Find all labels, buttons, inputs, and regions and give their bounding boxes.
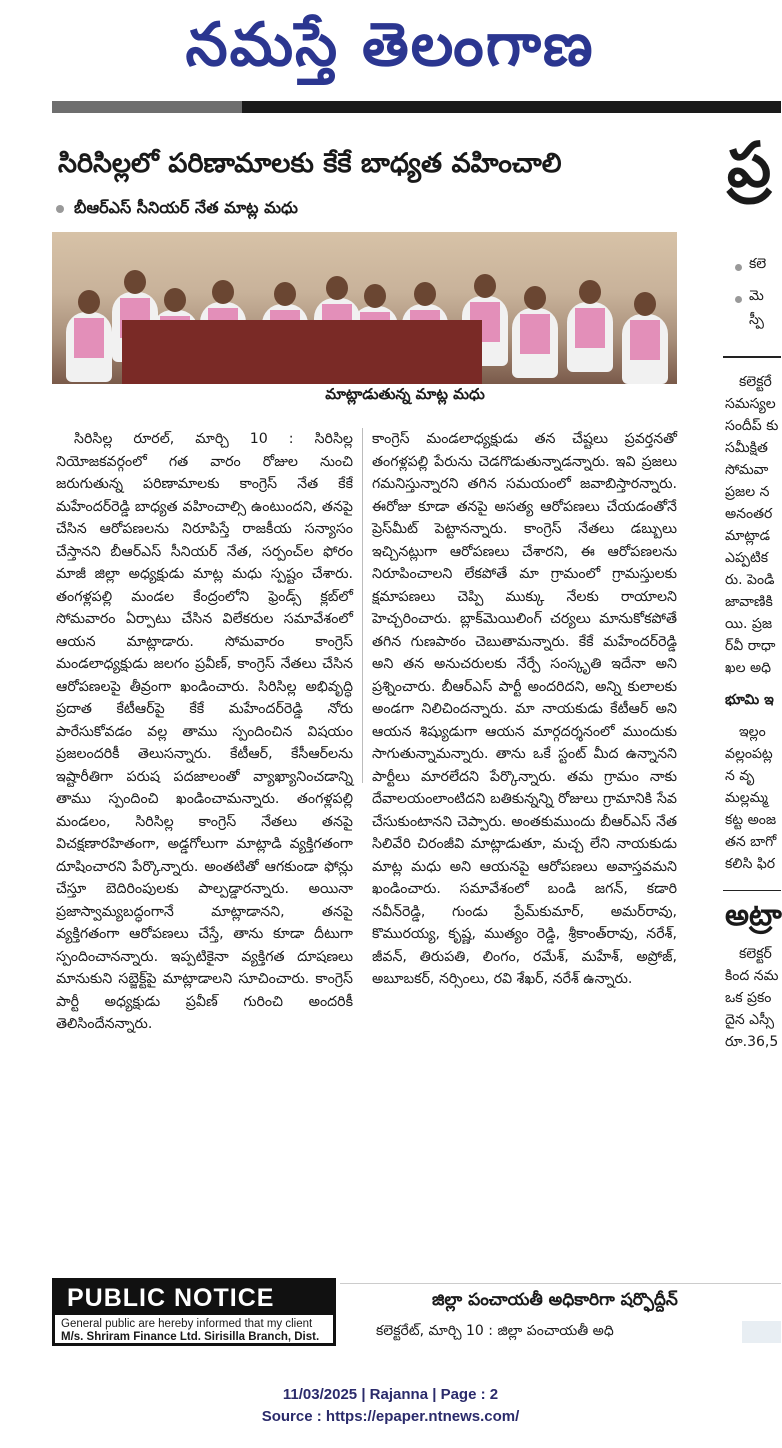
article-column-1 (56, 428, 353, 1032)
footer-source-link[interactable]: Source : https://epaper.ntnews.com/ (261, 1408, 520, 1425)
adjacent-text-line: ఇల్లం (739, 724, 766, 740)
adjacent-text-line: దైన ఎస్సీ (725, 1012, 775, 1028)
photo-person (512, 308, 558, 378)
adjacent-text-line: న వృ (725, 768, 755, 784)
public-notice-text (61, 1318, 331, 1344)
adjacent-text-line: ఒక ప్రకం (725, 990, 772, 1006)
adjacent-text-line: సందీప్ కు (725, 418, 779, 434)
photo-person (622, 314, 668, 384)
notice-line: General public are hereby informed that my client (61, 1318, 313, 1330)
article-text: సిరిసిల్ల రూరల్, మార్చి 10 : సిరిసిల్ల నియోజకవర్గంలో గత వారం రోజుల నుంచి జరుగుతున్న పరిణామాలకు కాంగ్రెస్ నేత కేకే మహేందర్‌రెడ్డి బాధ్యత వహించాల్సి ఉంటుందని, తనపై చేసిన ఆరోపణలను నిరూపిస్తే రాజకీయ సన్యాసం చేస్తానని బీఆర్ఎస్ సీనియర్ నేత, సర్పంచ్‌ల ఫోరం మాజీ జిల్లా అధ్యక్షుడు మాట్ల మధు స్పష్టం చేశారు. తంగళ్లపల్లి మండల కేంద్రంలోని ఫ్రెండ్స్ క్లబ్‌లో సోమవారం ఏర్పాటు చేసిన విలేకరుల సమావేశంలో ఆయన మాట్లాడారు. సోమవారం కాంగ్రెస్ మండలాధ్యక్షుడు జలగం ప్రవీణ్, కాంగ్రెస్ నేతలు చేసిన ఆరోపణలపై తీవ్రంగా ఖండించారు. సిరిసిల్ల అభివృద్ధి ప్రదాత కేటీఆర్‌పై కేకే మహేందర్‌రెడ్డి నోరు పారేసుకోవడం వల్ల తాము స్పందించిన విషయం ప్రజలందరికీ తెలుసన్నారు. కేటీఆర్, కేసీఆర్‌లను ఇష్టారీతిగా పరుష పదజాలంతో వ్యాఖ్యానించడాన్ని తాము స్పందించి ఖండించామన్నారు. తంగళ్లపల్లి మండలం, సిరిసిల్ల కాంగ్రెస్ నేతలు తనపై విచక్షణారహితంగా, అడ్డగోలుగా మాట్లాడి వ్యక్తిగతంగా దూషించారని పేర్కొన్నారు. అంతటితో ఆగకుండా ఫోన్లు చేస్తూ బెదిరింపులకు పాల్పడ్డారన్నారు. అయినా ప్రజాస్వామ్యబద్ధంగానే మాట్లాడానని, తనపై వ్యక్తిగతంగా ఆరోపణలు చేస్తే, తాను కూడా దీటుగా స్పందించానన్నారు. ఇప్పటికైనా వ్యక్తిగత దూషణలు మానుకుని సబ్జెక్ట్‌పై మాట్లాడాలని సూచించారు. కాంగ్రెస్ పార్టీ అధ్యక్షుడు ప్రవీణ్ గురించి అందరికీ తెలిసిందేనన్నారు. (56, 431, 353, 1032)
subhead-text: బీఆర్ఎస్ సీనియర్ నేత మాట్ల మధు (74, 198, 298, 217)
masthead-divider-gray (52, 101, 242, 113)
adjacent-text-line: యి. ప్రజ (725, 616, 773, 632)
adjacent-text-line: సమీక్షిత (725, 440, 768, 456)
adjacent-text-line: మాట్లాడ (725, 528, 770, 544)
photo-person (567, 302, 613, 372)
newspaper-title: నమస్తే తెలంగాణ (185, 10, 595, 80)
footer-date-page: 11/03/2025 | Rajanna | Page : 2 (282, 1386, 499, 1403)
adjacent-text-line: సోమవా (725, 462, 769, 478)
adjacent-text-line: జావాణికి (725, 594, 773, 610)
photo-caption: మాట్లాడుతున్న మాట్ల మధు (325, 385, 485, 403)
adjacent-bullet: స్పీ (749, 312, 764, 328)
adjacent-text-line: రు. పెండి (725, 572, 775, 588)
bullet-icon (735, 296, 742, 303)
column-divider (362, 428, 363, 783)
adjacent-text-line: అనంతర (725, 506, 773, 522)
bullet-icon (735, 264, 742, 271)
photo-person (66, 312, 112, 382)
adjacent-text-line: ర్‌వీ రాధా (725, 638, 776, 654)
adjacent-text-line: కలెక్టర్ (739, 946, 772, 962)
masthead (0, 0, 781, 100)
bottom-story-lead: కలెక్టరేట్, మార్చి 10 : జిల్లా పంచాయతీ అధి (376, 1323, 614, 1339)
adjacent-text-line: సమస్యల (725, 396, 776, 412)
article-column-2 (372, 428, 677, 987)
adjacent-text-line: కింద నమ (725, 968, 779, 984)
bottom-photo-fragment (742, 1321, 781, 1343)
adjacent-text-line: రూ.36,5 (725, 1034, 779, 1050)
adjacent-bullet: కలె (749, 256, 767, 272)
bottom-story-headline: జిల్లా పంచాయతీ అధికారిగా షర్ఫొద్దీన్ (432, 1290, 678, 1310)
adjacent-bullet: మె (749, 288, 764, 304)
adjacent-subheading: భూమి ఇ (725, 692, 774, 708)
adjacent-text-line: ప్రజల న (725, 484, 770, 500)
adjacent-text-line: కట్ట అంజ (725, 812, 777, 828)
article-headline: సిరిసిల్లలో పరిణామాలకు కేకే బాధ్యత వహించాలి (58, 148, 562, 179)
adjacent-text-line: ఖల అధి (725, 660, 772, 676)
public-notice-title: PUBLIC NOTICE (55, 1281, 333, 1315)
adjacent-text-line: మల్లమ్మ (725, 790, 768, 806)
bullet-icon (56, 205, 64, 213)
adjacent-text-line: కలెక్టరే (739, 374, 772, 390)
adjacent-divider (723, 356, 781, 358)
bottom-divider (340, 1283, 781, 1284)
article-text: కాంగ్రెస్ మండలాధ్యక్షుడు తన చేష్టలు ప్రవర్తనతో తంగళ్లపల్లి పేరును చెడగొడుతున్నాడన్నారు. ఇవి ప్రజలు గమనిస్తున్నారని తగిన సమయంలో జవాబిస్తారన్నారు. ఈరోజు కూడా తనపై అసత్య ఆరోపణలు చేయడంతోనే ప్రెస్‌మీట్ పెట్టానన్నారు. కాంగ్రెస్ నేతలు డబ్బులు ఇచ్చినట్లుగా ఆరోపణలు చేశారని, ఈ ఆరోపణలను నిరూపించాలని లేకపోతే మా గ్రామంలో గ్రామస్తులకు క్షమాపణలు చెప్పి ముక్కు నేలకు రాయాలని హెచ్చరించారు. బ్లాక్‌మెయిలింగ్ చర్యలు మానుకోకపోతే తగిన గుణపాఠం చెబుతామన్నారు. కేకే మహేందర్‌రెడ్డి అని తన అనుచరులకు నేర్పే సంస్కృతి ఇదేనా అని ప్రశ్నించారు. బీఆర్ఎస్ పార్టీ అందరిదని, అన్ని కులాలకు అండగా నిలిచిందన్నారు. మా నాయకుడు కేటీఆర్ అని ఆయన శిష్యుడుగా ఆయన మార్గదర్శనంలో ముందుకు సాగుతున్నామన్నారు. తాను ఒకే స్టంట్ మీద ఉన్నానని పార్టీలు మారలేదని పేర్కొన్నారు. తమ గ్రామం నాకు దేవాలయంలాంటిదని బతికున్నన్ని రోజులు గ్రామానికి సేవ చేసుకుంటానని చెప్పారు. అంతకుముందు బీఆర్ఎస్ నేత సిలివేరి చిరంజీవి మాట్లాడుతూ, మచ్చ లేని నాయకుడు మాట్ల మధు అని ఆయనపై ఆరోపణలు అవాస్తవమని ఖండించారు. సమావేశంలో బండి జగన్, కడారి నవీన్‌రెడ్డి, గుండు ప్రేమ్‌కుమార్, అమర్‌రావు, కొమురయ్య, కృష్ణ, ముత్యం రెడ్డి, శ్రీకాంత్‌రావు, నరేశ్, జీవన్, తిరుపతి, లింగం, రమేశ్, మహేశ్, అప్రోజ్, అబూబకర్, నర్సింలు, రవి శేఖర్, నరేశ్ ఉన్నారు. (372, 431, 677, 987)
photo-table (122, 320, 482, 384)
adjacent-text-line: కలిసి ఫిర (725, 856, 776, 872)
adjacent-headline: ప్ర (727, 128, 772, 201)
adjacent-text-line: ఎప్పటిక (725, 550, 769, 566)
adjacent-headline-2: అట్రా (725, 898, 782, 933)
adjacent-article-column (705, 118, 781, 1278)
public-notice-box (52, 1278, 336, 1346)
masthead-divider-black (242, 101, 781, 113)
article-photo (52, 232, 677, 384)
article-subhead (56, 198, 656, 221)
adjacent-text-line: తన బాగో (725, 834, 777, 850)
adjacent-text-line: వల్లంపట్ల (725, 746, 773, 762)
notice-line: M/s. Shriram Finance Ltd. Sirisilla Branch, Dist. (61, 1331, 320, 1343)
